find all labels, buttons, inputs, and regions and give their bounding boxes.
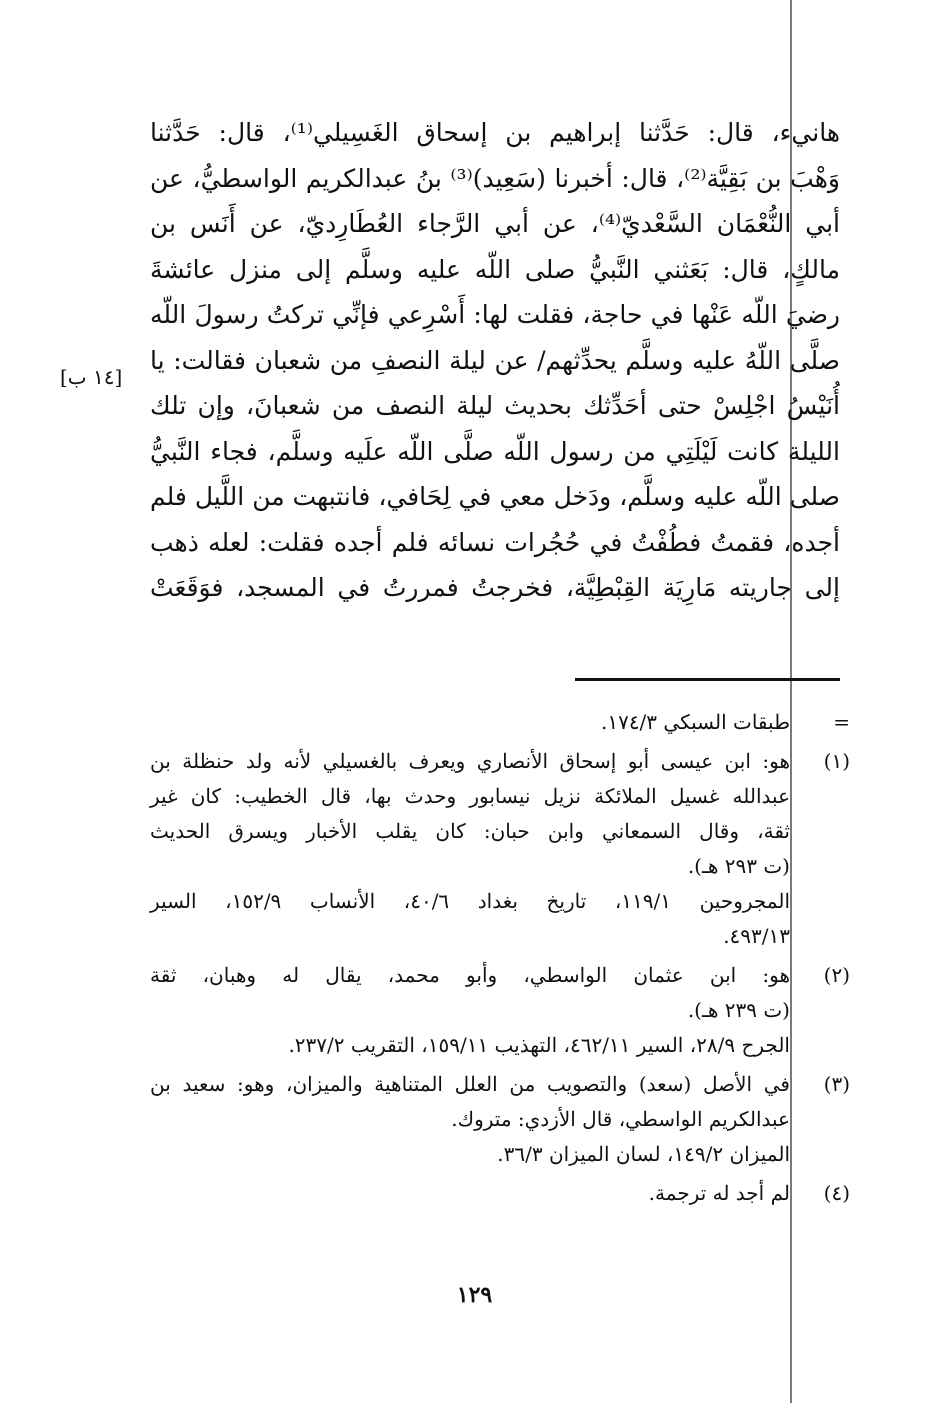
footnote-line: (ت ٢٣٩ هـ).	[687, 998, 790, 1022]
footnote-line: المجروحين ١١٩/١، تاريخ بغداد ٤٠/٦، الأنساب ١٥٢/٩، السير	[150, 889, 791, 913]
footnote-marker: (٤)	[823, 1181, 850, 1205]
footnote-marker: (١)	[823, 749, 850, 773]
main-text-line: إلى جاريته مَارِيَة القِبْطِيَّة، فخرجتُ فمررتُ في المسجد، فوَقَعَتْ	[150, 573, 840, 602]
footnote-line: ٤٩٣/١٣.	[723, 924, 790, 948]
footnote-line: عبدالكريم الواسطي، قال الأزدي: متروك.	[451, 1107, 790, 1131]
footnote-2	[150, 958, 850, 1063]
main-text-line: صلى اللّه عليه وسلَّم، ودَخل معي في لِحَافي، فانتبهت من اللَّيل فلم	[150, 482, 840, 511]
footnote-marker: =	[833, 710, 850, 734]
footnote-1	[150, 744, 850, 954]
footnote-body	[150, 1176, 790, 1211]
footnote-marker: (٢)	[823, 963, 850, 987]
main-text-line: رضيَ اللّه عَنْها في حاجة، فقلت لها: أَسْرِعي فإنِّي تركتُ رسولَ اللّه	[150, 300, 840, 329]
footnote-line: في الأصل (سعد) والتصويب من العلل المتناهية والميزان، وهو: سعيد بن	[150, 1072, 790, 1096]
main-text-line: وَهْبَ بن بَقِيَّة⁽²⁾، قال: أخبرنا (سَعِيد)⁽³⁾ بنُ عبدالكريم الواسطيُّ، عن	[150, 163, 840, 193]
footnote-body	[150, 705, 790, 740]
footnote-body	[150, 958, 790, 1063]
footnote-line: لم أجد له ترجمة.	[648, 1181, 790, 1205]
footnote-line: هو: ابن عيسى أبو إسحاق الأنصاري ويعرف بالغسيلي لأنه ولد حنظلة بن	[150, 749, 790, 773]
footnote-line: الميزان ١٤٩/٢، لسان الميزان ٣٦/٣.	[497, 1142, 790, 1166]
main-text-line: أُنَيْسُ اجْلِسْ حتى أحَدِّثك بحديث ليلة النصف من شعبانَ، وإن تلك	[150, 391, 840, 420]
footnote-separator	[575, 678, 840, 681]
main-text-line: أبي النُّعْمَان السَّعْديّ⁽⁴⁾، عن أبي الرَّجاء العُطَارِديّ، عن أَنَس بن	[150, 209, 840, 238]
footnote-line: ثقة، وقال السمعاني وابن حبان: كان يقلب الأخبار ويسرق الحديث	[150, 819, 790, 843]
page-number: ١٢٩	[456, 1282, 493, 1308]
footnote-body	[150, 1067, 790, 1172]
footnote-3	[150, 1067, 850, 1172]
main-text-line: الليلة كانت لَيْلَتِي من رسول اللّه صلَّى اللّه علَيه وسلَّم، فجاء النَّبيُّ	[150, 436, 840, 466]
main-text	[150, 110, 840, 611]
footnotes	[150, 705, 850, 1215]
footnote-line: (ت ٢٩٣ هـ).	[687, 854, 790, 878]
main-text-line: صلَّى اللّهُ عليه وسلَّم يحدِّثهم/ عن ليلة النصفِ من شعبان فقالت: يا	[150, 345, 840, 375]
main-text-line: مالكٍ، قال: بَعَثني النَّبيُّ صلى اللّه عليه وسلَّم إلى منزل عائشةَ	[150, 254, 840, 284]
footnote-line: عبدالله غسيل الملائكة نزيل نيسابور وحدث بها، قال الخطيب: كان غير	[150, 784, 790, 808]
main-text-line: هانيء، قال: حَدَّثنا إبراهيم بن إسحاق الغَسِيلي⁽¹⁾، قال: حَدَّثنا	[150, 118, 841, 147]
footnote-line: الجرح ٢٨/٩، السير ٤٦٢/١١، التهذيب ١٥٩/١١، التقريب ٢٣٧/٢.	[288, 1033, 790, 1057]
footnote-body	[150, 744, 790, 954]
footnote-4	[150, 1176, 850, 1211]
footnote-line: طبقات السبكي ١٧٤/٣.	[600, 710, 790, 734]
footnote-marker: (٣)	[823, 1072, 850, 1096]
footnote-line: هو: ابن عثمان الواسطي، وأبو محمد، يقال له وهبان، ثقة	[150, 963, 790, 987]
manuscript-folio-note: [١٤ ب]	[60, 365, 123, 389]
footnote-continued	[150, 705, 850, 740]
main-text-line: أجده، فقمتُ فطُفْتُ في حُجُرات نسائه فلم أجده فقلت: لعله ذهب	[150, 527, 840, 557]
